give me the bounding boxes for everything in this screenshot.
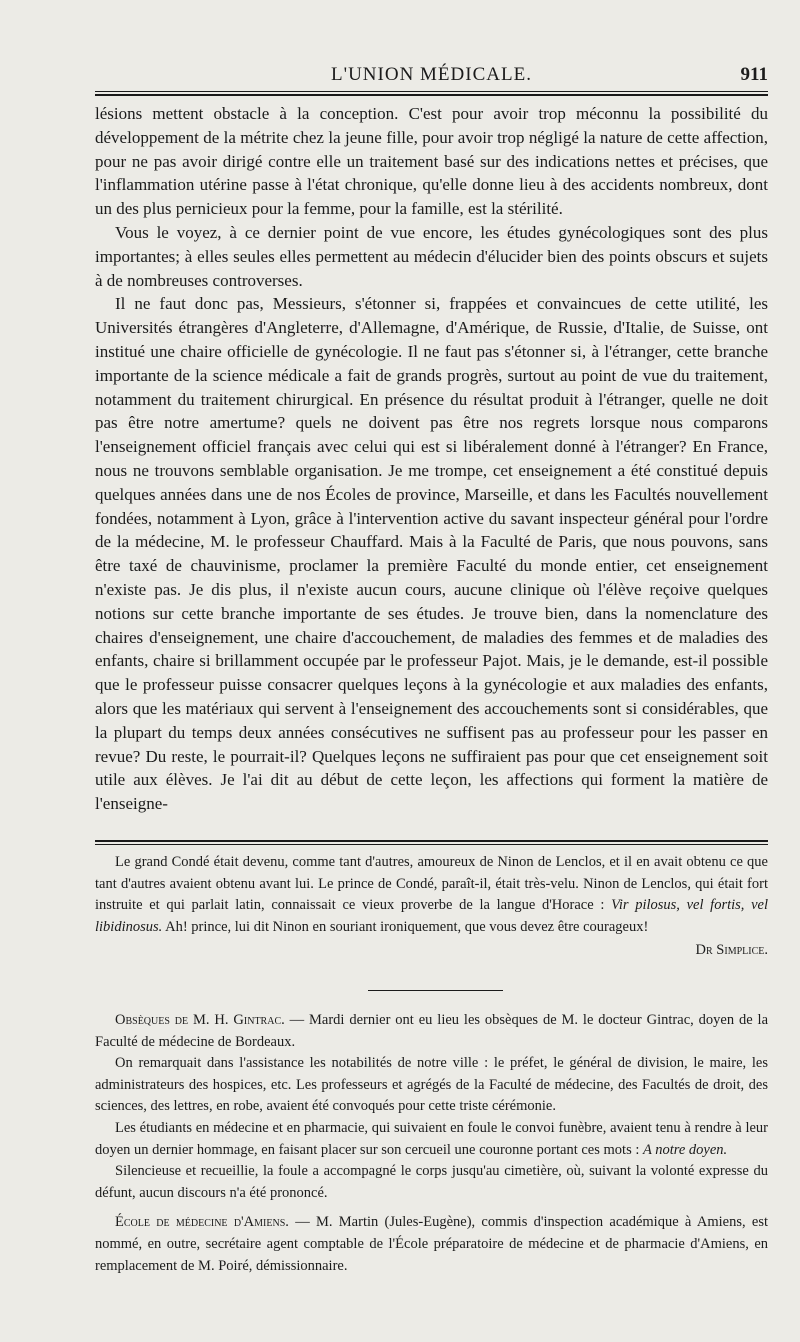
news-paragraph: Les étudiants en médecine et en pharmacie, qui suivaient en foule le convoi funèbre, avaient tenu à rendre à leur doyen un dernier hommage, en faisant placer sur son cercueil une couronne portant ces mots : A notre doyen.	[95, 1119, 768, 1158]
news-paragraph: Silencieuse et recueillie, la foule a accompagné le corps jusqu'au cimetière, où, suivant la volonté expresse du défunt, aucun discours n'a été prononcé.	[95, 1163, 768, 1201]
running-title: L'UNION MÉDICALE.	[331, 64, 532, 85]
signature: Dr Simplice.	[695, 942, 768, 959]
paragraph: Il ne faut donc pas, Messieurs, s'étonner si, frappées et convaincues de cette utilité, les Universités étrangères d'Angleterre, d'Allemagne, d'Amérique, de Russie, d'Italie, de Suisse, ont institué une chaire officielle de gynécologie. Il ne faut pas s'étonner si, à l'étranger, cette branche importante de la science médicale a fait de grands progrès, surtout au point de vue du traitement, notamment du traitement chirurgical. En présence du résultat produit à l'étranger, quelle ne doit pas être notre amertume? quels ne doivent pas être nos regrets lorsque nous comparons l'enseignement officiel français avec celui qui est si libéralement donné à l'étranger? En France, nous ne trouvons semblable organisation. Je me trompe, cet enseignement a été constitué depuis quelques années dans une de nos Écoles de province, Marseille, et dans les Facultés nouvellement fondées, notamment à Lyon, grâce à l'intervention active du savant inspecteur général pour l'ordre de la médecine, M. le professeur Chauffard. Mais à la Faculté de Paris, que nous pouvons, sans être taxé de chauvinisme, proclamer la première Faculté du monde entier, cet enseignement n'existe pas. Je dis plus, il n'existe aucun cours, aucune clinique où l'élève reçoive quelques notions sur cette branche importante de ses études. Je trouve bien, dans la nomenclature des chaires d'enseignement, une chaire d'accouchement, de maladies des femmes et de maladies des enfants, chaire si brillamment occupée par le professeur Pajot. Mais, je le demande, est-il possible que le professeur puisse consacrer quelques leçons à la gynécologie et aux maladies des enfants, alors que les matériaux qui servent à l'enseignement des accouchements sont si considérables, que la plupart du temps deux années consécutives ne suffisent pas au professeur pour les passer en revue? Du reste, le pourrait-il? Quelques leçons ne suffiraient pas pour que cet enseignement soit utile aux élèves. Je l'ai dit au début de cette leçon, les affections qui forment la matière de l'enseigne-	[95, 294, 768, 814]
paragraph: lésions mettent obstacle à la conception. C'est pour avoir trop méconnu la possibilité du développement de la métrite chez la jeune fille, pour avoir trop négligé la nature de cette affection, pour ne pas avoir dirigé contre elle un traitement basé sur des indications nettes et précises, que l'inflammation utérine passe à l'état chronique, qu'elle donne lieu à des accidents nombreux, dont un des plus pernicieux pour la femme, pour la famille, est la stérilité.	[95, 104, 768, 219]
news-paragraph: On remarquait dans l'assistance les notabilités de notre ville : le préfet, le général de division, le maire, les administrateurs des hospices, etc. Les professeurs et agrégés de la Faculté de médecine, des Facultés de droit, des sciences, des lettres, en robe, avaient été convoqués pour cette triste cérémonie.	[95, 1055, 768, 1115]
anecdote-text: Le grand Condé était devenu, comme tant d'autres, amoureux de Ninon de Lenclos, et il en avait obtenu ce que tant d'autres avaient obtenu avant lui. Le prince de Condé, paraît-il, était très-velu. Ninon de Lenclos, qui était fort instruite et qui parlait latin, connaissait ce vieux proverbe de la langue d'Horace : Vir pilosus, vel fortis, vel libidinosus. Ah! prince, lui dit Ninon en souriant ironiquement, que vous devez être courageux!	[95, 854, 768, 935]
section-divider	[368, 990, 503, 991]
page-header	[95, 58, 768, 90]
footnote-rule-thick	[95, 840, 768, 842]
news-section	[95, 1010, 768, 1277]
latin-quote: Vir pilosus, vel fortis, vel libidinosus.	[95, 897, 768, 935]
anecdote-note	[95, 852, 768, 962]
news-heading: Obsèques de M. H. Gintrac.	[115, 1012, 285, 1028]
footnote-rule	[95, 844, 768, 845]
news-item: Obsèques de M. H. Gintrac. — Mardi dernier ont eu lieu les obsèques de M. le docteur Gintrac, doyen de la Faculté de médecine de Bordeaux.	[95, 1012, 769, 1050]
header-rule	[95, 91, 768, 92]
main-text	[95, 102, 768, 816]
news-item: École de médecine d'Amiens. — M. Martin (Jules-Eugène), commis d'inspection académique à Amiens, est nommé, en outre, secrétaire agent comptable de l'École préparatoire de médecine et de pharmacie d'Amiens, en remplacement de M. Poiré, démissionnaire.	[95, 1214, 768, 1274]
header-rule-thick	[95, 94, 768, 96]
page-number: 911	[740, 64, 768, 85]
paragraph: Vous le voyez, à ce dernier point de vue encore, les études gynécologiques sont des plus importantes; à elles seules elles permettent au médecin d'élucider bien des points obscurs et sujets à de nombreuses controverses.	[95, 222, 768, 290]
news-heading: École de médecine d'Amiens.	[115, 1214, 289, 1231]
